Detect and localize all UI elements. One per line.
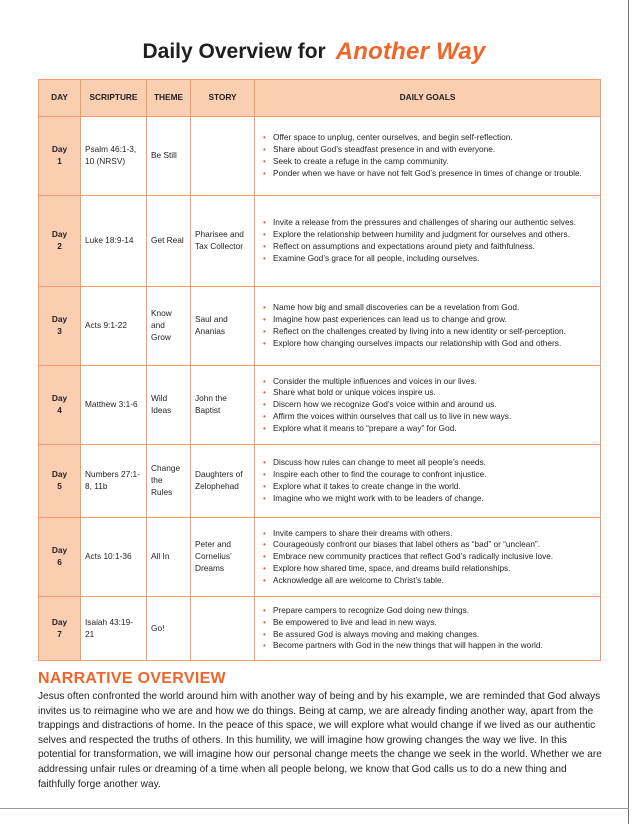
goal-item: • Explore how changing ourselves impacts our relationship with God and others.: [273, 338, 596, 350]
goal-item: • Be assured God is always moving and making changes.: [273, 629, 596, 641]
goal-item: • Seek to create a refuge in the camp community.: [273, 156, 596, 168]
header-scripture: SCRIPTURE: [81, 80, 147, 117]
goals-cell: [255, 196, 601, 287]
story-cell: John the Baptist: [191, 366, 255, 445]
theme-cell: Know and Grow: [147, 287, 191, 366]
table-header-row: [39, 80, 601, 117]
page-edge-right: [628, 0, 629, 824]
title-brand: Another Way: [335, 38, 486, 65]
header-story: STORY: [191, 80, 255, 117]
story-cell: [191, 597, 255, 661]
title-lead: Daily Overview for: [142, 40, 326, 63]
theme-cell: Be Still: [147, 117, 191, 196]
goal-item: • Affirm the voices within ourselves that call us to live in new ways.: [273, 411, 596, 423]
goal-item: • Explore what it takes to create change in the world.: [273, 481, 596, 493]
header-theme: THEME: [147, 80, 191, 117]
day-cell: Day 3: [39, 287, 81, 366]
goals-cell: [255, 518, 601, 597]
goal-item: • Courageously confront our biases that label others as “bad” or “unclean”.: [273, 539, 596, 551]
goal-item: • Explore what it means to “prepare a way” for God.: [273, 423, 596, 435]
goals-cell: [255, 366, 601, 445]
goal-item: • Invite campers to share their dreams with others.: [273, 528, 596, 540]
table-row: [39, 445, 601, 518]
goals-cell: [255, 287, 601, 366]
day-cell: Day 4: [39, 366, 81, 445]
scripture-cell: Psalm 46:1-3, 10 (NRSV): [81, 117, 147, 196]
goal-item: • Inspire each other to find the courage to confront injustice.: [273, 469, 596, 481]
goal-item: • Examine God’s grace for all people, including ourselves.: [273, 253, 596, 265]
scripture-cell: Isaiah 43:19-21: [81, 597, 147, 661]
day-cell: Day 6: [39, 518, 81, 597]
story-cell: [191, 117, 255, 196]
scripture-cell: Acts 9:1-22: [81, 287, 147, 366]
table-row: [39, 597, 601, 661]
theme-cell: Get Real: [147, 196, 191, 287]
goals-list: [259, 376, 596, 435]
day-cell: Day 7: [39, 597, 81, 661]
goal-item: • Embrace new community practices that reflect God’s radically inclusive love.: [273, 551, 596, 563]
scripture-cell: Acts 10:1-36: [81, 518, 147, 597]
header-daily-goals: DAILY GOALS: [255, 80, 601, 117]
goals-list: [259, 605, 596, 652]
day-cell: Day 1: [39, 117, 81, 196]
goal-item: • Explore the relationship between humility and judgment for ourselves and others.: [273, 229, 596, 241]
theme-cell: Change the Rules: [147, 445, 191, 518]
table-row: [39, 196, 601, 287]
table-row: [39, 518, 601, 597]
table-row: [39, 366, 601, 445]
daily-overview-table: [38, 79, 601, 661]
goal-item: • Prepare campers to recognize God doing new things.: [273, 605, 596, 617]
goal-item: • Ponder when we have or have not felt God’s presence in times of change or trouble.: [273, 168, 596, 180]
goal-item: • Share what bold or unique voices inspire us.: [273, 387, 596, 399]
goal-item: • Name how big and small discoveries can be a revelation from God.: [273, 302, 596, 314]
theme-cell: Wild Ideas: [147, 366, 191, 445]
goal-item: • Be empowered to live and lead in new ways.: [273, 617, 596, 629]
goals-list: [259, 457, 596, 504]
theme-cell: All In: [147, 518, 191, 597]
goals-cell: [255, 445, 601, 518]
goal-item: • Imagine who we might work with to be leaders of change.: [273, 493, 596, 505]
goals-list: [259, 132, 596, 179]
goals-list: [259, 217, 596, 264]
story-cell: Peter and Cornelius’ Dreams: [191, 518, 255, 597]
goal-item: • Discern how we recognize God’s voice within and around us.: [273, 399, 596, 411]
scripture-cell: Matthew 3:1-6: [81, 366, 147, 445]
goal-item: • Become partners with God in the new things that will happen in the world.: [273, 640, 596, 652]
narrative-heading: NARRATIVE OVERVIEW: [38, 670, 226, 687]
scripture-cell: Luke 18:9-14: [81, 196, 147, 287]
scripture-cell: Numbers 27:1-8, 11b: [81, 445, 147, 518]
narrative-body: Jesus often confronted the world around him with another way of being and by his example, we are reminded that God always invites us to reimagine who we are and how we do things. Being at camp, we are already finding another way, apart from the trappings and distractions of home. In the peace of this space, we will explore what would change if we lived as our authentic selves and respected the truths of others. In this humility, we will imagine how growing changes the way we live. In this potential for transformation, we will imagine how our personal change meets the change we seek in the world. Whether we are addressing unfair rules or dreaming of a time when all people belong, we know that God calls us to do a new thing and faithfully forge another way.: [38, 691, 602, 790]
goal-item: • Acknowledge all are welcome to Christ’s table.: [273, 575, 596, 587]
table-row: [39, 287, 601, 366]
day-cell: Day 2: [39, 196, 81, 287]
goals-cell: [255, 597, 601, 661]
header-day: DAY: [39, 80, 81, 117]
goals-list: [259, 528, 596, 587]
goal-item: • Imagine how past experiences can lead us to change and grow.: [273, 314, 596, 326]
goal-item: • Reflect on assumptions and expectations around piety and faithfulness.: [273, 241, 596, 253]
table-row: [39, 117, 601, 196]
story-cell: Saul and Ananias: [191, 287, 255, 366]
goal-item: • Explore how shared time, space, and dreams build relationships.: [273, 563, 596, 575]
theme-cell: Go!: [147, 597, 191, 661]
goals-list: [259, 302, 596, 349]
goal-item: • Share about God’s steadfast presence in and with everyone.: [273, 144, 596, 156]
goals-cell: [255, 117, 601, 196]
goal-item: • Invite a release from the pressures and challenges of sharing our authentic selves.: [273, 217, 596, 229]
page-edge-bottom: [0, 808, 629, 809]
goal-item: • Consider the multiple influences and voices in our lives.: [273, 376, 596, 388]
goal-item: • Offer space to unplug, center ourselves, and begin self-reflection.: [273, 132, 596, 144]
story-cell: Daughters of Zelophehad: [191, 445, 255, 518]
day-cell: Day 5: [39, 445, 81, 518]
page-title: [0, 38, 628, 66]
story-cell: Pharisee and Tax Collector: [191, 196, 255, 287]
goal-item: • Discuss how rules can change to meet all people’s needs.: [273, 457, 596, 469]
goal-item: • Reflect on the challenges created by living into a new identity or self-perception.: [273, 326, 596, 338]
